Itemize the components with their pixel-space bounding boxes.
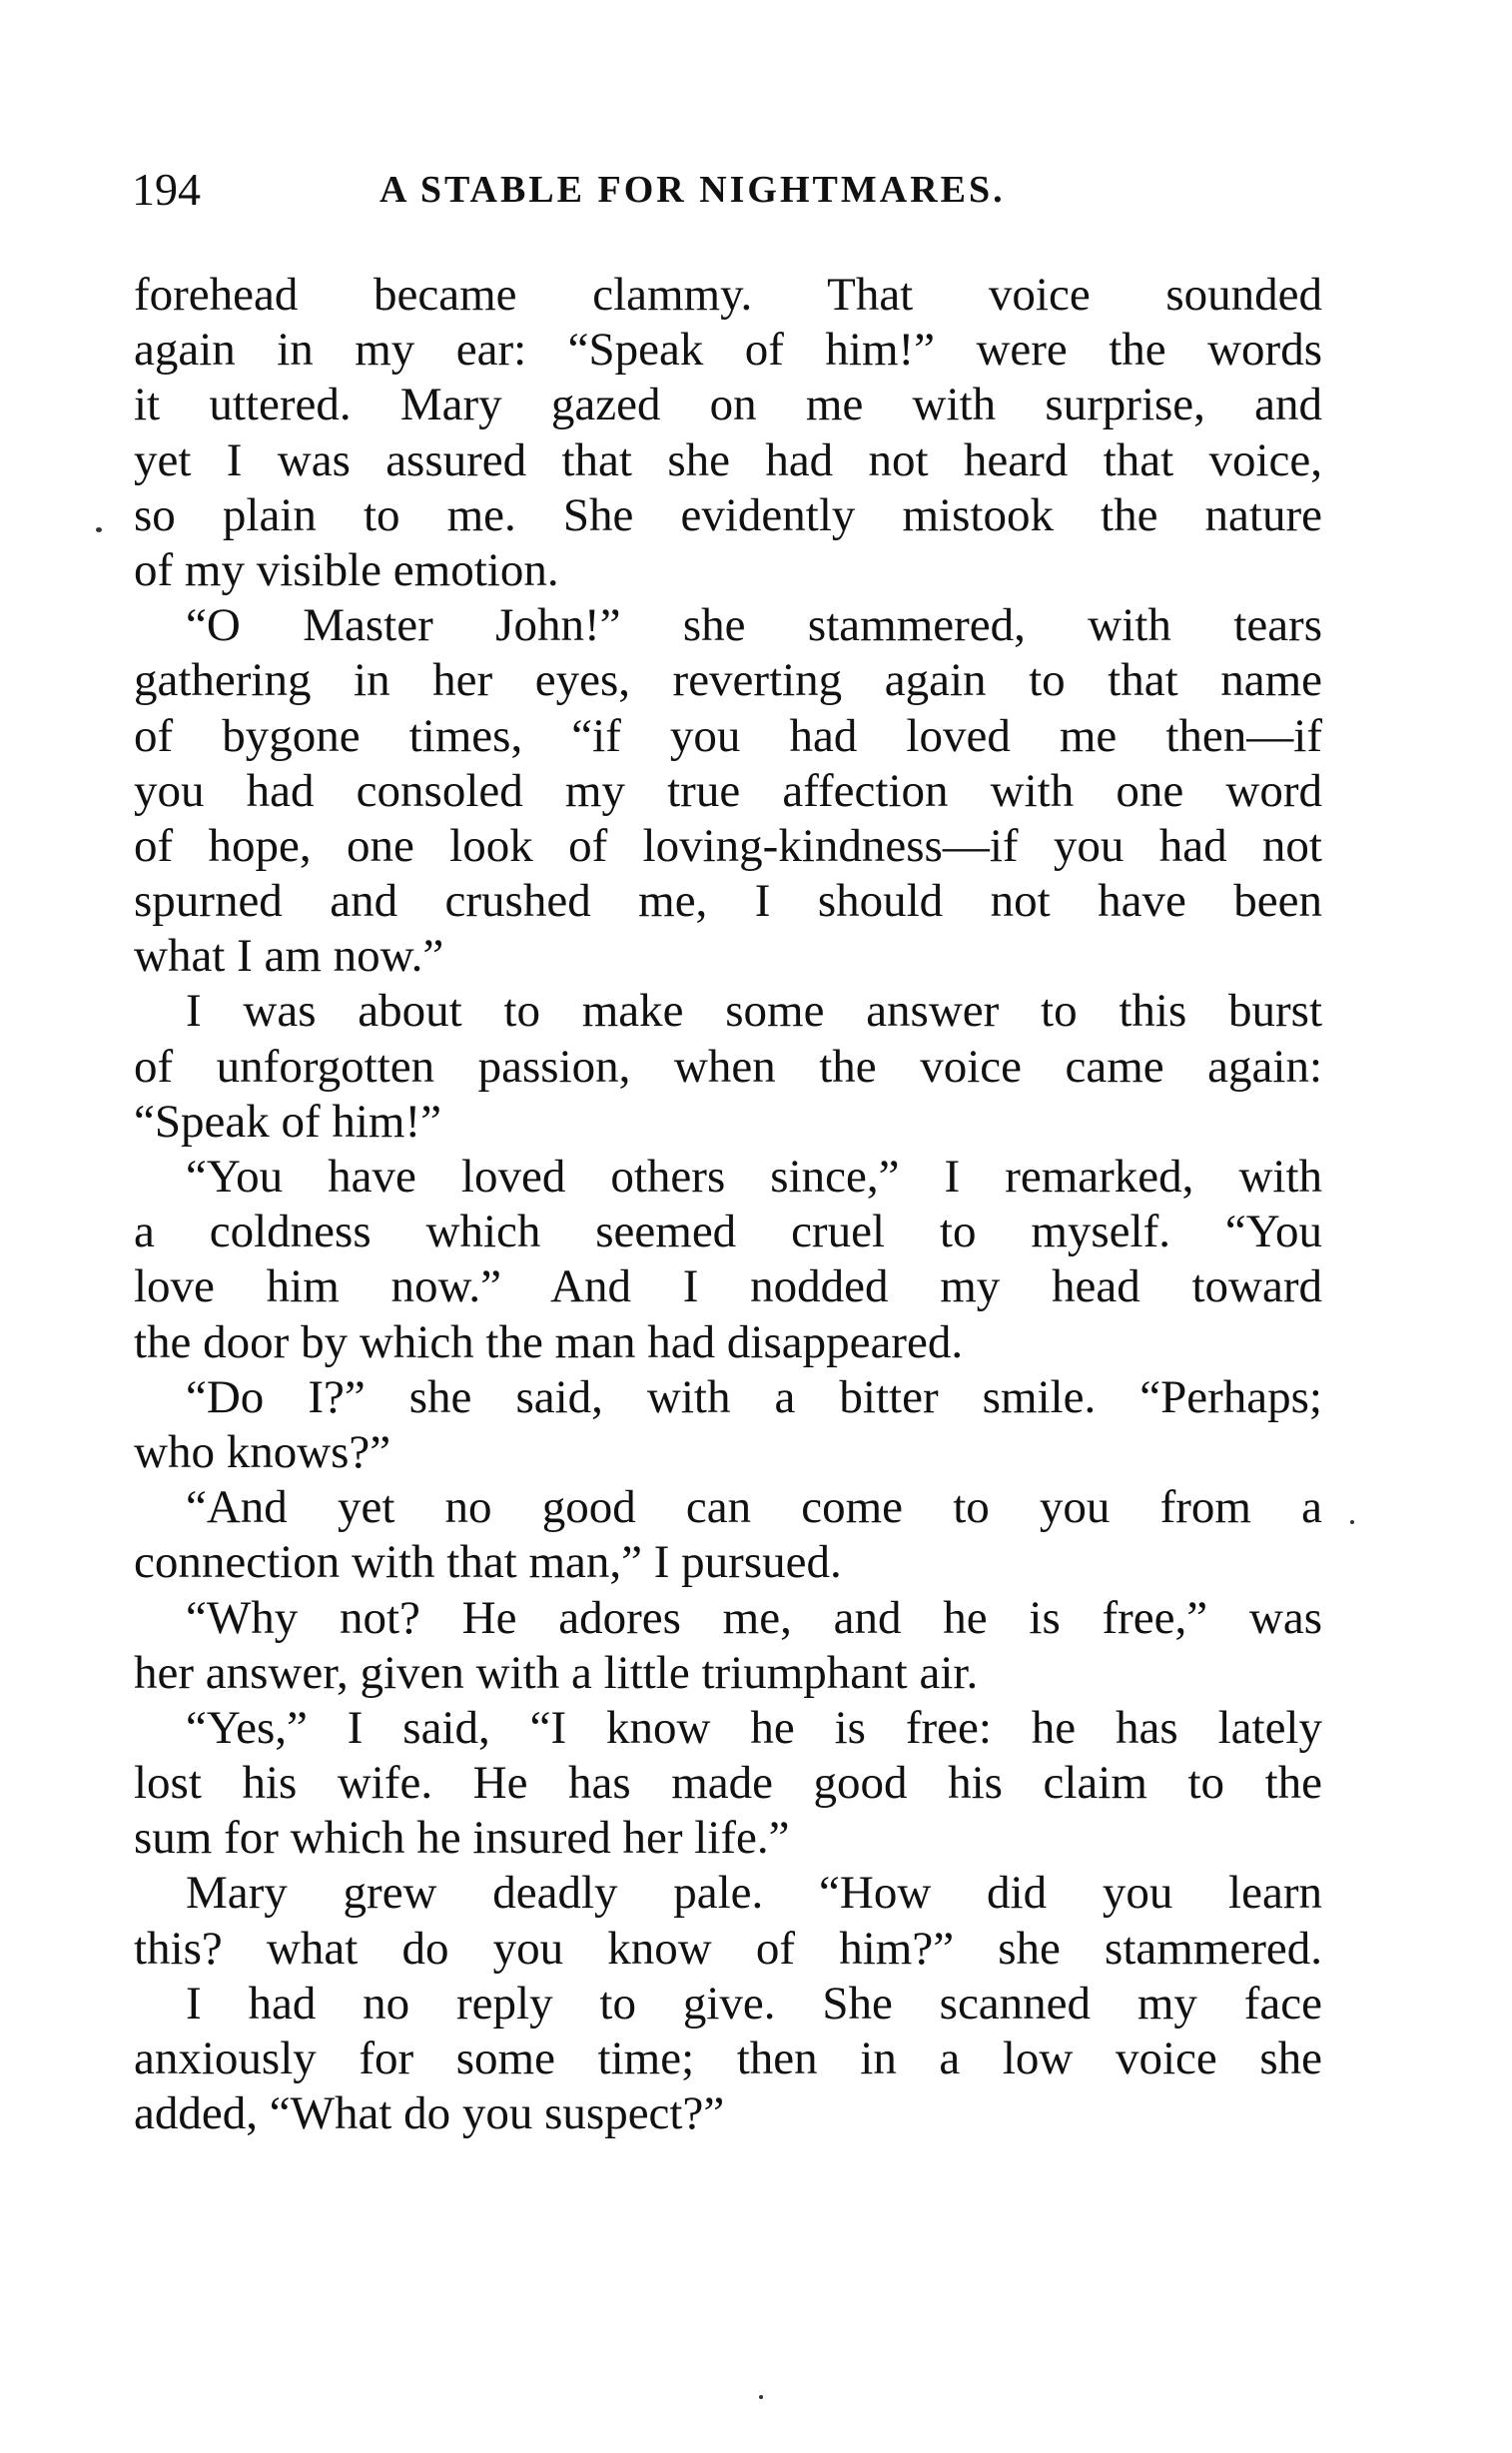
- running-title: A STABLE FOR NIGHTMARES.: [379, 169, 1006, 211]
- text-line: the door by which the man had disappeared.: [134, 1315, 964, 1368]
- text-line: gathering in her eyes, reverting again to that name: [134, 654, 1322, 707]
- text-line: of my visible emotion.: [134, 543, 559, 596]
- text-line: a coldness which seemed cruel to myself. “You: [134, 1206, 1322, 1258]
- text-line: “Do I?” she said, with a bitter smile. “Perhaps;: [186, 1370, 1322, 1423]
- page-number: 194: [132, 164, 201, 215]
- text-line: “Speak of him!”: [134, 1095, 442, 1148]
- scan-speck: [759, 2395, 763, 2399]
- text-line: Mary grew deadly pale. “How did you learn: [186, 1867, 1322, 1920]
- text-line: who knows?”: [134, 1425, 391, 1478]
- scan-speck: [1350, 1520, 1354, 1524]
- text-line: “You have loved others since,” I remarked, with: [186, 1151, 1322, 1203]
- text-line: it uttered. Mary gazed on me with surprise, and: [134, 379, 1322, 431]
- text-line: love him now.” And I nodded my head toward: [134, 1260, 1322, 1313]
- text-line: sum for which he insured her life.”: [134, 1812, 790, 1865]
- text-line: so plain to me. She evidently mistook the nature: [134, 488, 1322, 541]
- text-line: “Why not? He adores me, and he is free,” was: [186, 1591, 1322, 1644]
- text-line: of bygone times, “if you had loved me then—if: [134, 709, 1322, 762]
- body-text: [134, 268, 1322, 2141]
- text-line: “O Master John!” she stammered, with tears: [186, 599, 1322, 652]
- text-line: “And yet no good can come to you from a: [186, 1481, 1322, 1534]
- text-line: “Yes,” I said, “I know he is free: he has lately: [186, 1701, 1322, 1754]
- text-line: spurned and crushed me, I should not have been: [134, 875, 1322, 928]
- text-line: what I am now.”: [134, 930, 444, 983]
- text-line: I was about to make some answer to this burst: [186, 985, 1322, 1038]
- text-line: lost his wife. He has made good his claim to the: [134, 1757, 1322, 1810]
- scan-speck: [96, 527, 102, 532]
- text-line: her answer, given with a little triumphant air.: [134, 1646, 979, 1699]
- text-line: added, “What do you suspect?”: [134, 2087, 725, 2140]
- text-line: of hope, one look of loving-kindness—if you had not: [134, 819, 1322, 872]
- text-line: of unforgotten passion, when the voice came again:: [134, 1040, 1322, 1093]
- text-line: yet I was assured that she had not heard that voice,: [134, 433, 1322, 486]
- text-line: again in my ear: “Speak of him!” were the words: [134, 324, 1322, 377]
- text-line: forehead became clammy. That voice sounded: [134, 269, 1322, 321]
- text-line: this? what do you know of him?” she stammered.: [134, 1922, 1322, 1975]
- text-line: you had consoled my true affection with one word: [134, 764, 1322, 817]
- page-header: [132, 160, 1330, 220]
- text-line: connection with that man,” I pursued.: [134, 1536, 842, 1589]
- text-line: anxiously for some time; then in a low voice she: [134, 2033, 1322, 2084]
- text-line: I had no reply to give. She scanned my face: [186, 1977, 1322, 2030]
